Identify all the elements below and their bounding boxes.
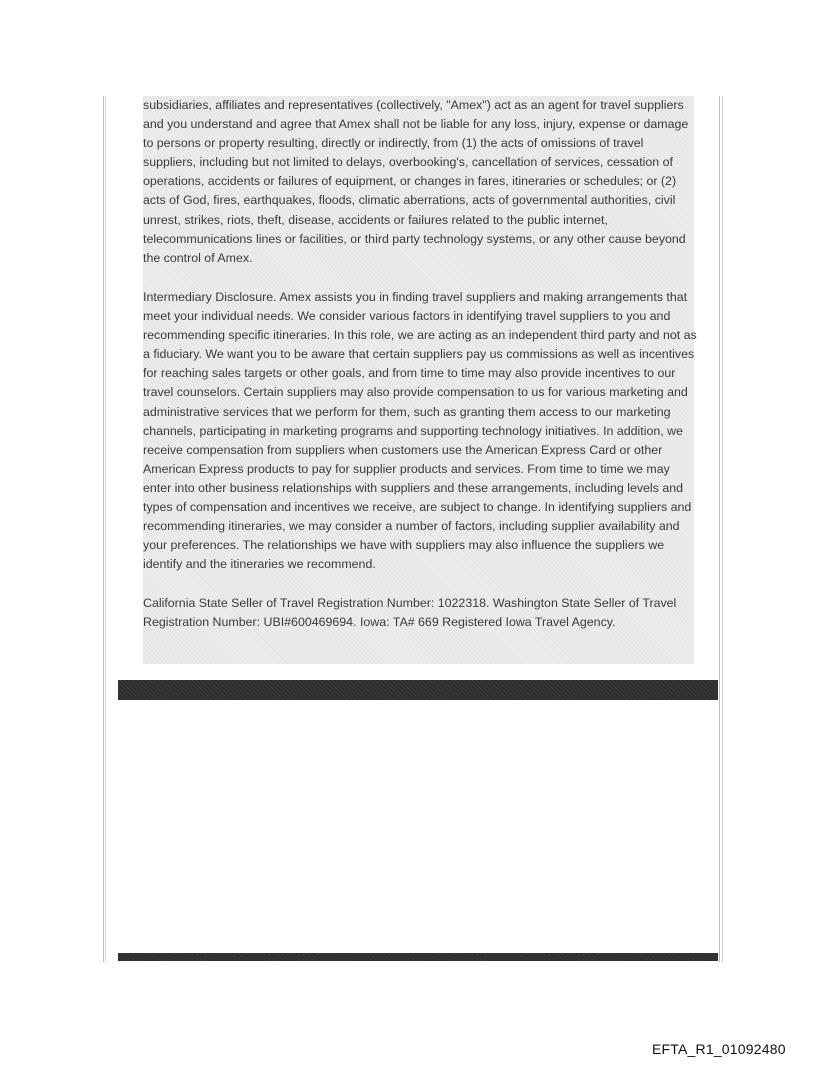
text-line: suppliers, including but not limited to delays, overbooking's, cancellation of services, cessation of: [143, 155, 673, 170]
frame-right-border: [719, 96, 723, 962]
text-line: meet your individual needs. We consider various factors in identifying travel suppliers to you and: [143, 309, 671, 324]
text-line: recommending itineraries, we may consider a number of factors, including supplier availability and: [143, 519, 680, 534]
text-line: a fiduciary. We want you to be aware that certain suppliers pay us commissions as well as incentives: [143, 347, 695, 362]
text-line: American Express products to pay for supplier products and services. From time to time we may: [143, 461, 670, 476]
document-id: EFTA_R1_01092480: [652, 1041, 786, 1057]
text-line: operations, accidents or failures of equipment, or changes in fares, itineraries or schedules; or (2): [143, 174, 677, 189]
frame-left-border: [103, 96, 106, 962]
text-line: identify and the itineraries we recommend.: [143, 557, 376, 572]
text-line: receive compensation from suppliers when customers use the American Express Card or other: [143, 442, 663, 457]
text-line: Registration Number: UBI#600469694. Iowa: TA# 669 Registered Iowa Travel Agency.: [143, 615, 616, 630]
disclaimer-paragraph: [143, 96, 688, 268]
disclosure-panel: [143, 96, 697, 664]
text-line: administrative services that we perform for them, such as granting them access to our marketing: [143, 404, 671, 419]
footer-bar-top: [118, 680, 718, 700]
text-line: types of compensation and incentives we receive, are subject to change. In identifying suppliers and: [143, 500, 692, 515]
text-line: your preferences. The relationships we have with suppliers may also influence the suppliers we: [143, 538, 665, 553]
text-line: telecommunications lines or facilities, or third party technology systems, or any other cause beyond: [143, 231, 686, 246]
text-line: Intermediary Disclosure. Amex assists you in finding travel suppliers and making arrangements that: [143, 290, 688, 304]
text-line: the control of Amex.: [143, 250, 253, 265]
registration-paragraph: [143, 594, 676, 632]
intermediary-disclosure-paragraph: [143, 288, 697, 574]
footer-bar-bottom: [118, 953, 718, 961]
text-line: travel counselors. Certain suppliers may also provide compensation to us for various marketing and: [143, 385, 688, 400]
text-line: acts of God, fires, earthquakes, floods, climatic aberrations, acts of governmental authorities, civil: [143, 193, 676, 208]
text-line: channels, participating in marketing programs and supporting technology initiatives. In addition, we: [143, 423, 683, 438]
text-line: enter into other business relationships with suppliers and these arrangements, including levels and: [143, 480, 683, 495]
text-line: subsidiaries, affiliates and representatives (collectively, "Amex") act as an agent for travel suppliers: [143, 98, 684, 112]
text-line: to persons or property resulting, directly or indirectly, from (1) the acts of omissions of travel: [143, 136, 644, 151]
text-line: California State Seller of Travel Registration Number: 1022318. Washington State Seller of Travel: [143, 596, 677, 610]
text-line: unrest, strikes, riots, theft, disease, accidents or failures related to the public internet,: [143, 212, 608, 227]
text-line: recommending specific itineraries. In this role, we are acting as an independent third party and not as: [143, 328, 697, 343]
text-line: and you understand and agree that Amex shall not be liable for any loss, injury, expense or damage: [143, 117, 689, 132]
text-line: for reaching sales targets or other goals, and from time to time may also provide incentives to our: [143, 366, 676, 381]
